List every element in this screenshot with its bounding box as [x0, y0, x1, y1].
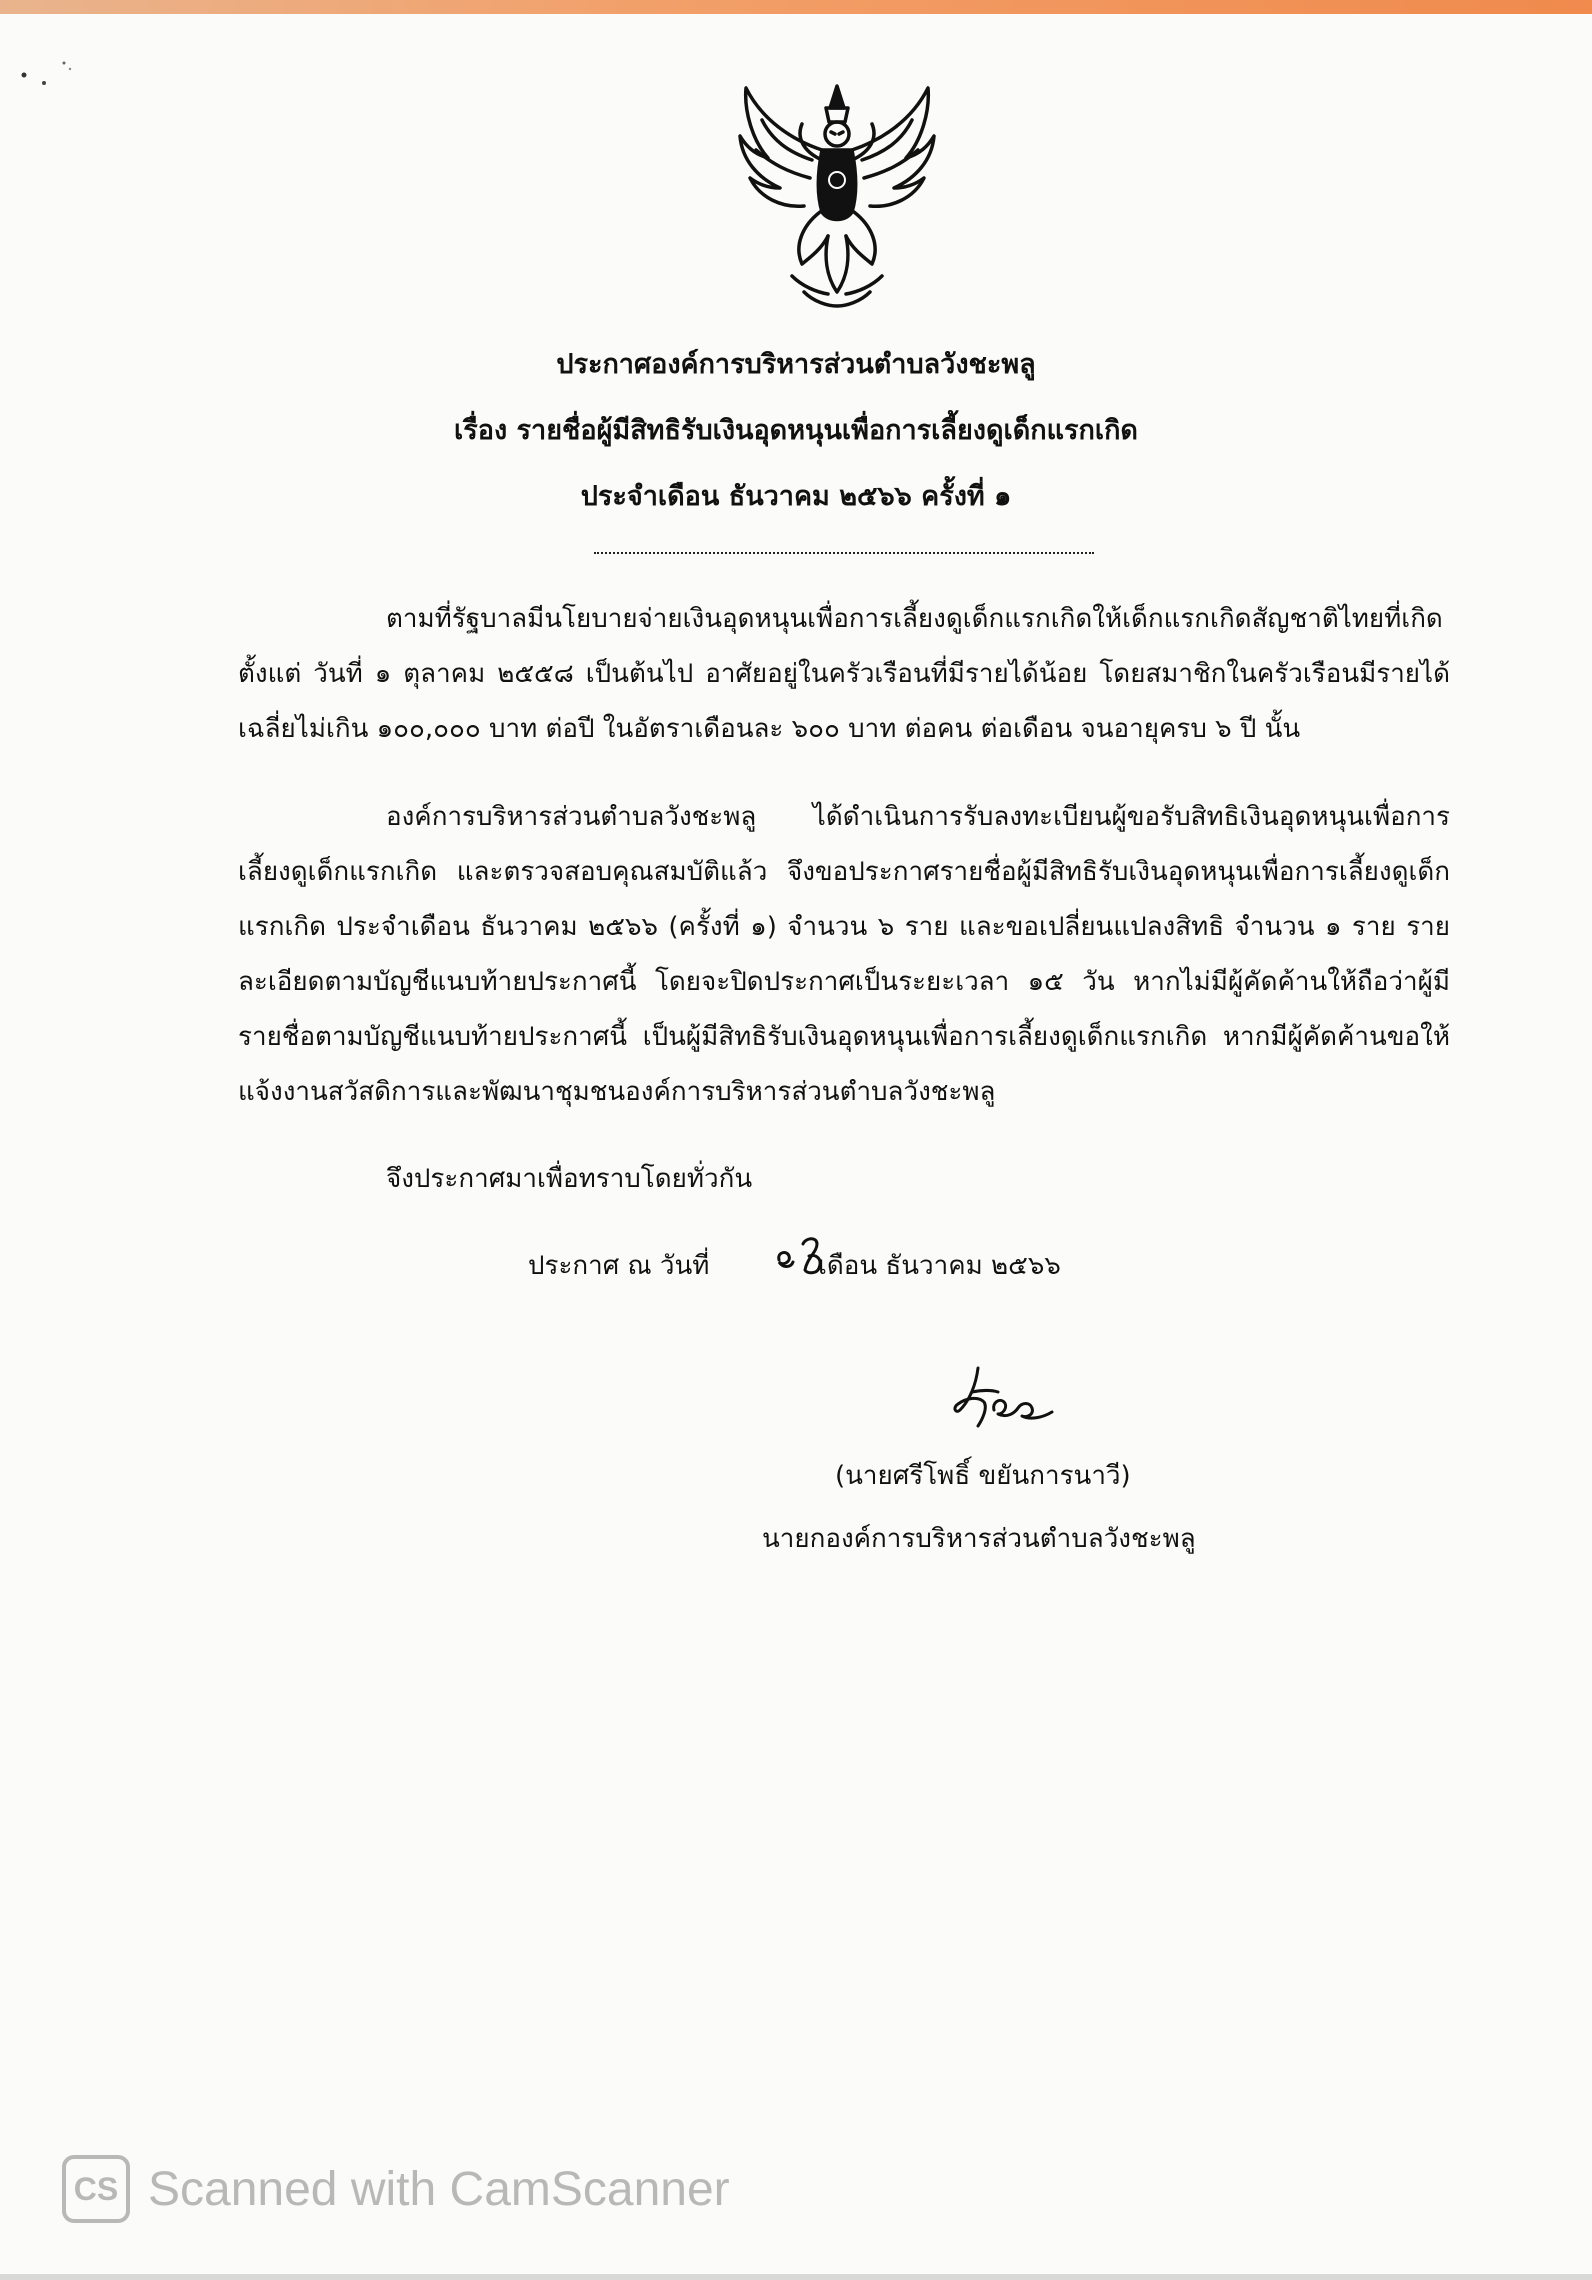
announcement-subject: เรื่อง รายชื่อผู้มีสิทธิรับเงินอุดหนุนเพื่อการเลี้ยงดูเด็กแรกเกิด — [454, 415, 1138, 446]
camscanner-watermark — [62, 2154, 730, 2224]
closing-statement: จึงประกาศมาเพื่อทราบโดยทั่วกัน — [386, 1164, 753, 1194]
announcement-heading: ประกาศองค์การบริหารส่วนตำบลวังชะพลู — [556, 349, 1036, 380]
garuda-emblem-icon — [732, 80, 942, 310]
scan-bottom-edge — [0, 2274, 1592, 2280]
body-paragraph-2: องค์การบริหารส่วนตำบลวังชะพลู ได้ดำเนินการรับลงทะเบียนผู้ขอรับสิทธิเงินอุดหนุนเพื่อการเลี้ยงดูเด็กแรกเกิด และตรวจสอบคุณสมบัติแล้ว จึงขอประกาศรายชื่อผู้มีสิทธิรับเงินอุดหนุนเพื่อการเลี้ยงดูเด็กแรกเกิด ประจำเดือน ธันวาคม ๒๕๖๖ (ครั้งที่ ๑) จำนวน ๖ ราย และขอเปลี่ยนแปลงสิทธิ จำนวน ๑ ราย รายละเอียดตามบัญชีแนบท้ายประกาศนี้ โดยจะปิดประกาศเป็นระยะเวลา ๑๕ วัน หากไม่มีผู้คัดค้านให้ถือว่าผู้มีรายชื่อตามบัญชีแนบท้ายประกาศนี้ เป็นผู้มีสิทธิรับเงินอุดหนุนเพื่อการเลี้ยงดูเด็กแรกเกิด หากมีผู้คัดค้านขอให้แจ้งงานสวัสดิการและพัฒนาชุมชนองค์การบริหารส่วนตำบลวังชะพลู — [238, 802, 1450, 1107]
signature — [948, 1362, 1058, 1434]
handwritten-day — [773, 1232, 833, 1278]
announcement-period: ประจำเดือน ธันวาคม ๒๕๖๖ ครั้งที่ ๑ — [580, 481, 1012, 512]
camscanner-logo-icon: CS — [62, 2155, 130, 2223]
date-prefix: ประกาศ ณ วันที่ — [528, 1251, 710, 1281]
signer-title: นายกองค์การบริหารส่วนตำบลวังชะพลู — [762, 1524, 1196, 1554]
scan-specks — [20, 55, 80, 95]
dotted-divider — [594, 552, 1094, 554]
camscanner-text: Scanned with CamScanner — [148, 2162, 730, 2216]
date-suffix: เดือน ธันวาคม ๒๕๖๖ — [817, 1251, 1061, 1281]
body-paragraph-1: ตามที่รัฐบาลมีนโยบายจ่ายเงินอุดหนุนเพื่อการเลี้ยงดูเด็กแรกเกิดให้เด็กแรกเกิดสัญชาติไทยที่เกิดตั้งแต่ วันที่ ๑ ตุลาคม ๒๕๕๘ เป็นต้นไป อาศัยอยู่ในครัวเรือนที่มีรายได้น้อย โดยสมาชิกในครัวเรือนมีรายได้เฉลี่ยไม่เกิน ๑๐๐,๐๐๐ บาท ต่อปี ในอัตราเดือนละ ๖๐๐ บาท ต่อคน ต่อเดือน จนอายุครบ ๖ ปี นั้น — [238, 604, 1450, 744]
scan-top-edge — [0, 0, 1592, 14]
signer-name: (นายศรีโพธิ์ ขยันการนาวี) — [835, 1461, 1131, 1491]
